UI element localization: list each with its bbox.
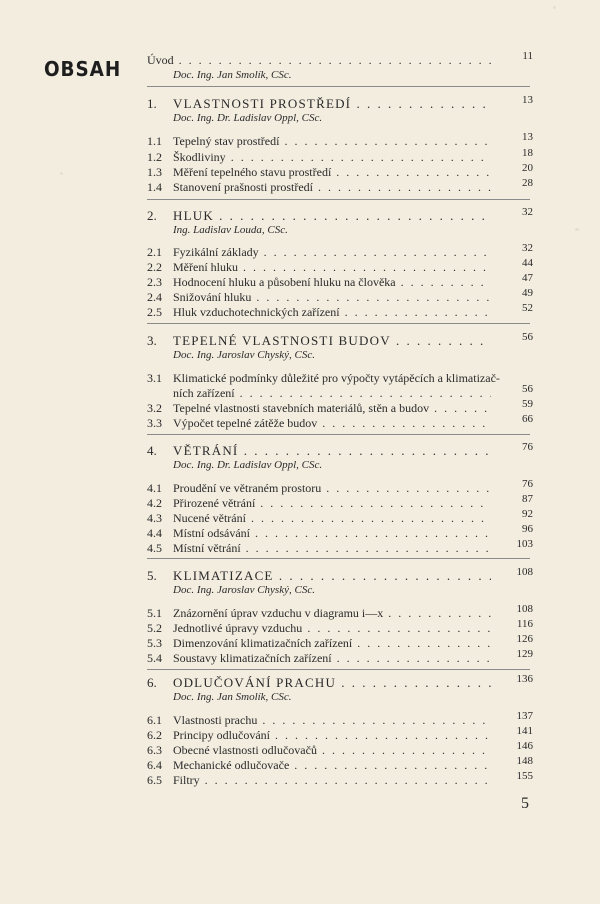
section-2-4[interactable] <box>147 289 533 305</box>
chapter-page: 13 <box>522 94 533 106</box>
chapter-author: Doc. Ing. Jan Smolík, CSc. <box>173 691 292 703</box>
section-number: 2.5 <box>147 305 162 319</box>
chapter-title: KLIMATIZACE . . . <box>173 568 491 584</box>
section-3-1-continuation[interactable] <box>173 385 533 401</box>
section-page: 32 <box>522 242 533 254</box>
section-page: 87 <box>522 493 533 505</box>
section-5-3[interactable] <box>147 635 533 651</box>
section-6-1[interactable] <box>147 712 533 728</box>
section-page: 96 <box>522 523 533 535</box>
chapter-author: Ing. Ladislav Louda, CSc. <box>173 224 288 236</box>
section-page: 141 <box>516 725 533 737</box>
section-number: 1.3 <box>147 165 162 179</box>
section-4-5[interactable] <box>147 540 533 556</box>
divider <box>147 323 530 324</box>
section-number: 6.3 <box>147 743 162 757</box>
section-title-line-2: ních zařízení . . . <box>173 385 491 401</box>
section-number: 6.1 <box>147 713 162 727</box>
chapter-author: Doc. Ing. Dr. Ladislav Oppl, CSc. <box>173 112 323 124</box>
chapter-number: 2. <box>147 208 157 223</box>
paper-speck <box>575 228 579 231</box>
section-number: 6.4 <box>147 758 162 772</box>
section-6-4[interactable] <box>147 757 533 773</box>
section-page: 49 <box>522 287 533 299</box>
section-3-2[interactable] <box>147 400 533 416</box>
section-page: 129 <box>516 648 533 660</box>
section-number: 1.1 <box>147 134 162 148</box>
section-number: 2.2 <box>147 260 162 274</box>
section-page: 146 <box>516 740 533 752</box>
section-number: 1.4 <box>147 180 162 194</box>
section-page: 47 <box>522 272 533 284</box>
section-title: Znázornění úprav vzduchu v diagramu i—x . . . <box>173 605 491 621</box>
section-page: 108 <box>516 603 533 615</box>
section-number: 2.1 <box>147 245 162 259</box>
section-title-line-1: Klimatické podmínky důležité pro výpočty vytápěcích a klimatizač- <box>173 371 500 385</box>
section-1-3[interactable] <box>147 164 533 180</box>
section-title: Přirozené větrání . . . <box>173 495 491 511</box>
section-page: 103 <box>516 538 533 550</box>
chapter-6-heading[interactable] <box>147 675 533 691</box>
section-title: Snižování hluku . . . <box>173 289 491 305</box>
section-title: Principy odlučování . . . <box>173 727 491 743</box>
section-page: 56 <box>522 383 533 395</box>
chapter-title: VĚTRÁNÍ . . . <box>173 443 491 459</box>
section-page: 59 <box>522 398 533 410</box>
divider <box>147 558 530 559</box>
chapter-author: Doc. Ing. Jaroslav Chyský, CSc. <box>173 584 315 596</box>
chapter-number: 4. <box>147 443 157 458</box>
section-title: Stanovení prašnosti prostředí . . . <box>173 179 491 195</box>
section-number: 3.1 <box>147 371 162 385</box>
chapter-page: 76 <box>522 441 533 453</box>
section-title: Hodnocení hluku a působení hluku na člověka . . . <box>173 274 491 290</box>
section-title: Soustavy klimatizačních zařízení . . . <box>173 650 491 666</box>
section-page: 28 <box>522 177 533 189</box>
contents-heading: OBSAH <box>44 57 122 81</box>
section-number: 6.2 <box>147 728 162 742</box>
divider <box>147 86 530 87</box>
chapter-title: TEPELNÉ VLASTNOSTI BUDOV . . . <box>173 333 491 349</box>
chapter-4-heading[interactable] <box>147 443 533 459</box>
section-title: Tepelný stav prostředí . . . <box>173 133 491 149</box>
section-title: Výpočet tepelné zátěže budov . . . <box>173 415 491 431</box>
section-page: 148 <box>516 755 533 767</box>
section-title: Místní větrání . . . <box>173 540 491 556</box>
chapter-page: 136 <box>516 673 533 685</box>
section-page: 52 <box>522 302 533 314</box>
section-number: 6.5 <box>147 773 162 787</box>
section-page: 126 <box>516 633 533 645</box>
section-page: 44 <box>522 257 533 269</box>
section-4-2[interactable] <box>147 495 533 511</box>
chapter-title: HLUK . . . <box>173 208 491 224</box>
section-title: Tepelné vlastnosti stavebních materiálů, stěn a budov . . . <box>173 400 491 416</box>
section-title: Měření hluku . . . <box>173 259 491 275</box>
section-number: 5.1 <box>147 606 162 620</box>
section-5-2[interactable] <box>147 620 533 636</box>
chapter-number: 5. <box>147 568 157 583</box>
section-1-4[interactable] <box>147 179 533 195</box>
section-number: 2.4 <box>147 290 162 304</box>
section-page: 92 <box>522 508 533 520</box>
section-title: Jednotlivé úpravy vzduchu . . . <box>173 620 491 636</box>
section-1-2[interactable] <box>147 149 533 165</box>
section-4-3[interactable] <box>147 510 533 526</box>
section-page: 20 <box>522 162 533 174</box>
chapter-page: 32 <box>522 206 533 218</box>
intro-author: Doc. Ing. Jan Smolík, CSc. <box>173 69 292 81</box>
section-page: 13 <box>522 131 533 143</box>
section-2-2[interactable] <box>147 259 533 275</box>
section-page: 116 <box>516 618 533 630</box>
section-number: 2.3 <box>147 275 162 289</box>
section-title: Nucené větrání . . . <box>173 510 491 526</box>
chapter-title: ODLUČOVÁNÍ PRACHU . . . <box>173 675 491 691</box>
section-title: Měření tepelného stavu prostředí . . . <box>173 164 491 180</box>
section-number: 4.3 <box>147 511 162 525</box>
section-number: 4.1 <box>147 481 162 495</box>
paper-speck <box>553 6 556 9</box>
section-title: Dimenzování klimatizačních zařízení . . . <box>173 635 491 651</box>
section-number: 3.3 <box>147 416 162 430</box>
chapter-number: 6. <box>147 675 157 690</box>
section-number: 4.5 <box>147 541 162 555</box>
section-page: 76 <box>522 478 533 490</box>
section-title: Škodliviny . . . <box>173 149 491 165</box>
section-number: 5.4 <box>147 651 162 665</box>
divider <box>147 669 530 670</box>
chapter-author: Doc. Ing. Jaroslav Chyský, CSc. <box>173 349 315 361</box>
chapter-2-heading[interactable] <box>147 208 533 224</box>
section-5-1[interactable] <box>147 605 533 621</box>
entry-page: 11 <box>522 50 533 62</box>
section-number: 5.3 <box>147 636 162 650</box>
chapter-page: 108 <box>516 566 533 578</box>
section-title: Proudění ve větraném prostoru . . . <box>173 480 491 496</box>
section-6-2[interactable] <box>147 727 533 743</box>
chapter-1-heading[interactable] <box>147 96 533 112</box>
chapter-title: VLASTNOSTI PROSTŘEDÍ . . . <box>173 96 491 112</box>
chapter-5-heading[interactable] <box>147 568 533 584</box>
chapter-number: 3. <box>147 333 157 348</box>
section-2-3[interactable] <box>147 274 533 290</box>
section-3-3[interactable] <box>147 415 533 431</box>
section-1-1[interactable] <box>147 133 533 149</box>
page-number: 5 <box>521 795 529 812</box>
entry-title: Úvod . . . <box>147 52 491 68</box>
section-title: Místní odsávání . . . <box>173 525 491 541</box>
section-number: 3.2 <box>147 401 162 415</box>
section-4-4[interactable] <box>147 525 533 541</box>
section-title: Obecné vlastnosti odlučovačů . . . <box>173 742 491 758</box>
paper-speck <box>60 172 63 175</box>
chapter-3-heading[interactable] <box>147 333 533 349</box>
section-page: 66 <box>522 413 533 425</box>
section-5-4[interactable] <box>147 650 533 666</box>
chapter-number: 1. <box>147 96 157 111</box>
section-number: 4.2 <box>147 496 162 510</box>
section-number: 4.4 <box>147 526 162 540</box>
section-title: Vlastnosti prachu . . . <box>173 712 491 728</box>
section-page: 18 <box>522 147 533 159</box>
section-title: Fyzikální základy . . . <box>173 244 491 260</box>
section-page: 137 <box>516 710 533 722</box>
section-2-5[interactable] <box>147 304 533 320</box>
divider <box>147 434 530 435</box>
section-6-3[interactable] <box>147 742 533 758</box>
section-page: 155 <box>516 770 533 782</box>
section-number: 1.2 <box>147 150 162 164</box>
chapter-page: 56 <box>522 331 533 343</box>
chapter-author: Doc. Ing. Dr. Ladislav Oppl, CSc. <box>173 459 323 471</box>
section-title: Filtry . . . <box>173 772 491 788</box>
section-title: Mechanické odlučovače . . . <box>173 757 491 773</box>
section-title: Hluk vzduchotechnických zařízení . . . <box>173 304 491 320</box>
section-2-1[interactable] <box>147 244 533 260</box>
divider <box>147 199 530 200</box>
section-number: 5.2 <box>147 621 162 635</box>
toc-entry-intro[interactable] <box>147 52 533 68</box>
section-6-5[interactable] <box>147 772 533 788</box>
section-4-1[interactable] <box>147 480 533 496</box>
